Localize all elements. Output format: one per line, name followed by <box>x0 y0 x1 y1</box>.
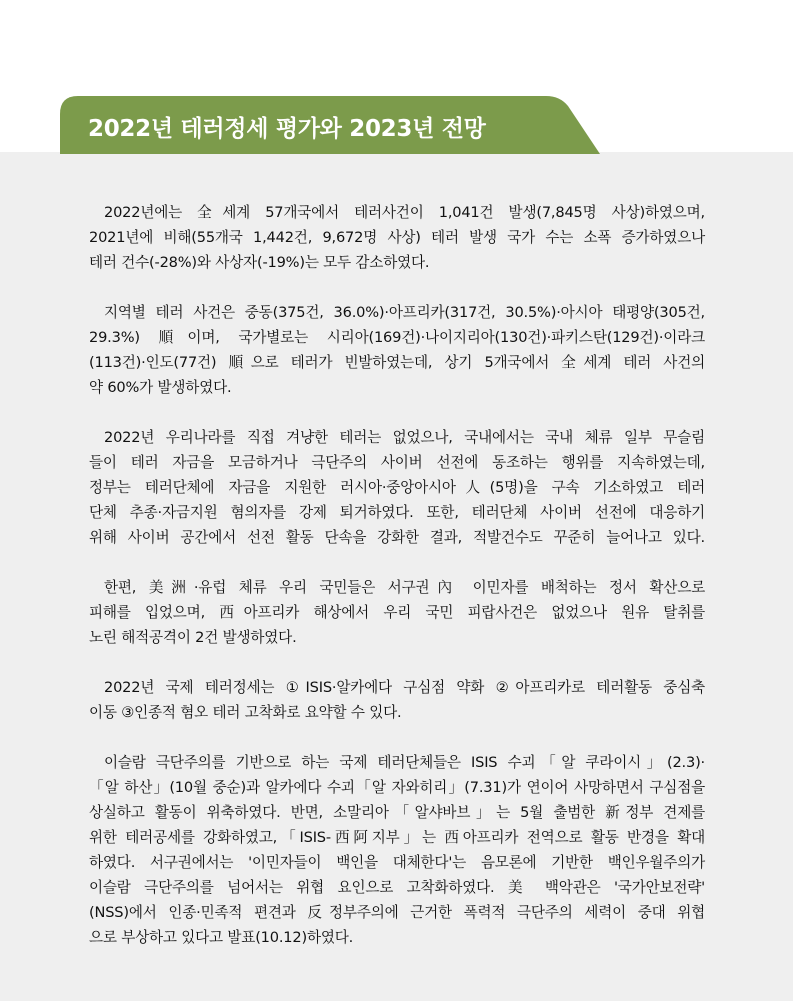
text-line: 피해를 입었으며, 西아프리카 해상에서 우리 국민 피랍사건은 없었으나 원유 탈취를 <box>89 604 705 621</box>
text-line: (113건)·인도(77건) 順으로 테러가 빈발하였는데, 상기 5개국에서 全세계 테러 사건의 <box>89 354 705 371</box>
text-line: 위해 사이버 공간에서 선전 활동 단속을 강화한 결과, 적발건수도 꾸준히 늘어나고 있다. <box>89 529 705 546</box>
paragraph-4 <box>89 575 705 650</box>
text-line: 2021년에 비해(55개국 1,442건, 9,672명 사상) 테러 발생 국가 수는 소폭 증가하였으나 <box>89 229 705 246</box>
text-line: 이동 ③인종적 혐오 테러 고착화로 요약할 수 있다. <box>89 704 402 721</box>
paragraph-1 <box>89 200 705 275</box>
text-line: 정부는 테러단체에 자금을 지원한 러시아·중앙아시아人(5명)을 구속 기소하였고 테러 <box>89 479 705 496</box>
text-line: 이슬람 극단주의를 넘어서는 위협 요인으로 고착화하였다. 美 백악관은 '국가안보전략' <box>89 879 705 896</box>
section-title-tab <box>60 96 600 154</box>
text-line: 약 60%가 발생하였다. <box>89 379 232 396</box>
text-line: 2022년 우리나라를 직접 겨냥한 테러는 없었으나, 국내에서는 국내 체류 일부 무슬림 <box>104 429 705 446</box>
text-line: 이슬람 극단주의를 기반으로 하는 국제 테러단체들은 ISIS 수괴「알 쿠라이시」(2.3)· <box>104 754 705 771</box>
page-title: 2022년 테러정세 평가와 2023년 전망 <box>88 116 486 142</box>
text-line: 하였다. 서구권에서는 '이민자들이 백인을 대체한다'는 음모론에 기반한 백인우월주의가 <box>89 854 705 871</box>
text-line: 2022년 국제 테러정세는 ①ISIS·알카에다 구심점 약화 ②아프리카로 테러활동 중심축 <box>104 679 705 696</box>
text-line: 2022년에는 全세계 57개국에서 테러사건이 1,041건 발생(7,845명 사상)하였으며, <box>104 204 705 221</box>
text-line: 단체 추종·자금지원 혐의자를 강제 퇴거하였다. 또한, 테러단체 사이버 선전에 대응하기 <box>89 504 705 521</box>
text-line: 「알 하산」(10월 중순)과 알카에다 수괴「알 자와히리」(7.31)가 연이어 사망하면서 구심점을 <box>89 779 705 796</box>
text-line: 위한 테러공세를 강화하였고,「ISIS-西阿지부」는 西아프리카 전역으로 활동 반경을 확대 <box>89 829 705 846</box>
text-line: 들이 테러 자금을 모금하거나 극단주의 사이버 선전에 동조하는 행위를 지속하였는데, <box>89 454 705 471</box>
body-text <box>89 200 705 975</box>
paragraph-6 <box>89 750 705 950</box>
paragraph-3 <box>89 425 705 550</box>
text-line: 한편, 美洲·유럽 체류 우리 국민들은 서구권內 이민자를 배척하는 정서 확산으로 <box>104 579 705 596</box>
text-line: 노린 해적공격이 2건 발생하였다. <box>89 629 297 646</box>
text-line: 테러 건수(-28%)와 사상자(-19%)는 모두 감소하였다. <box>89 254 430 271</box>
text-line: 29.3%) 順이며, 국가별로는 시리아(169건)·나이지리아(130건)·파키스탄(129건)·이라크 <box>89 329 705 346</box>
text-line: 상실하고 활동이 위축하였다. 반면, 소말리아「알샤바브」는 5월 출범한 新정부 견제를 <box>89 804 705 821</box>
text-line: (NSS)에서 인종·민족적 편견과 反정부주의에 근거한 폭력적 극단주의 세력이 중대 위협 <box>89 904 705 921</box>
text-line: 지역별 테러 사건은 중동(375건, 36.0%)·아프리카(317건, 30.5%)·아시아 태평양(305건, <box>104 304 705 321</box>
paragraph-5 <box>89 675 705 725</box>
paragraph-2 <box>89 300 705 400</box>
text-line: 으로 부상하고 있다고 발표(10.12)하였다. <box>89 929 354 946</box>
